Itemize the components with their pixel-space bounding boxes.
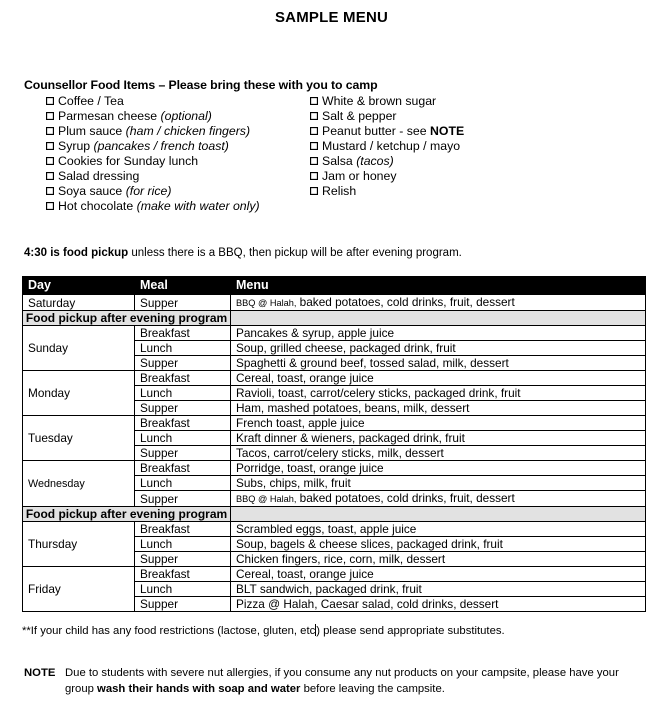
checklist-item-note: (for rice) [125, 184, 172, 198]
menu-cell: Subs, chips, milk, fruit [231, 476, 646, 491]
checklist-item-left-2[interactable] [46, 123, 260, 138]
meal-cell: Breakfast [135, 567, 231, 582]
table-row [23, 416, 646, 431]
checklist-item-left-6[interactable] [46, 183, 260, 198]
menu-table-container [22, 276, 645, 612]
checklist-item-emphasis: NOTE [430, 124, 465, 138]
food-pickup-time: 4:30 is food pickup [24, 247, 129, 259]
meal-cell: Breakfast [135, 371, 231, 386]
checklist-item-label: White & brown sugar [322, 94, 437, 108]
checklist-item-left-3[interactable] [46, 138, 260, 153]
note-text-part2: before leaving the campsite. [300, 683, 445, 695]
menu-table-body [23, 295, 646, 612]
note-body [65, 665, 644, 697]
checklist-item-label: Hot chocolate (make with water only) [58, 199, 260, 213]
meal-cell: Supper [135, 491, 231, 507]
checklist-item-right-4[interactable] [310, 153, 464, 168]
menu-cell: Ravioli, toast, carrot/celery sticks, packaged drink, fruit [231, 386, 646, 401]
pickup-banner-row [23, 507, 646, 522]
meal-cell: Breakfast [135, 461, 231, 476]
empty-checkbox-icon[interactable] [310, 153, 322, 165]
column-header-day: Day [23, 277, 135, 295]
restriction-note-before: **If your child has any food restrictions (lactose, gluten, etc [22, 625, 316, 637]
menu-cell: Cereal, toast, orange juice [231, 567, 646, 582]
checklist-item-label: Salsa (tacos) [322, 154, 394, 168]
checklist-item-left-4[interactable] [46, 153, 260, 168]
table-row [23, 295, 646, 311]
empty-checkbox-icon[interactable] [310, 183, 322, 195]
menu-cell: Soup, bagels & cheese slices, packaged drink, fruit [231, 537, 646, 552]
checklist-item-label: Mustard / ketchup / mayo [322, 139, 461, 153]
empty-checkbox-icon[interactable] [46, 198, 58, 210]
checklist-item-left-5[interactable] [46, 168, 260, 183]
checklist-item-label: Relish [322, 184, 357, 198]
checklist-item-right-5[interactable] [310, 168, 464, 183]
table-row [23, 461, 646, 476]
day-cell-6: Friday [23, 567, 135, 612]
menu-cell-venue: BBQ @ Halah, [236, 298, 297, 308]
food-restriction-note [22, 624, 505, 637]
meal-cell: Lunch [135, 386, 231, 401]
note-text-emphasis: wash their hands with soap and water [97, 683, 301, 695]
menu-cell: Porridge, toast, orange juice [231, 461, 646, 476]
meal-cell: Lunch [135, 476, 231, 491]
checklist-item-left-1[interactable] [46, 108, 260, 123]
checklist-item-label: Peanut butter - see NOTE [322, 124, 465, 138]
day-cell-1: Sunday [23, 326, 135, 371]
empty-checkbox-icon[interactable] [46, 93, 58, 105]
table-row [23, 522, 646, 537]
checklist-item-note: (optional) [160, 109, 212, 123]
pickup-banner-filler [231, 507, 646, 522]
menu-cell-venue: BBQ @ Halah, [236, 494, 297, 504]
meal-cell: Lunch [135, 537, 231, 552]
nut-allergy-note [24, 665, 644, 697]
meal-cell: Lunch [135, 341, 231, 356]
meal-cell: Supper [135, 401, 231, 416]
empty-checkbox-icon[interactable] [310, 123, 322, 135]
meal-cell: Supper [135, 356, 231, 371]
empty-checkbox-icon[interactable] [310, 93, 322, 105]
page-title: SAMPLE MENU [274, 9, 389, 26]
menu-cell: BBQ @ Halah, baked potatoes, cold drinks, fruit, dessert [231, 491, 646, 507]
pickup-banner-text: Food pickup after evening program [23, 311, 231, 326]
meal-cell: Lunch [135, 582, 231, 597]
day-cell-2: Monday [23, 371, 135, 416]
checklist-item-note: (ham / chicken fingers) [125, 124, 251, 138]
checklist-item-label: Salt & pepper [322, 109, 397, 123]
menu-table-head [23, 277, 646, 295]
meal-cell: Lunch [135, 431, 231, 446]
column-header-menu: Menu [231, 277, 646, 295]
meal-cell: Supper [135, 295, 231, 311]
checklist-item-right-0[interactable] [310, 93, 464, 108]
pickup-banner-row [23, 311, 646, 326]
day-cell-3: Tuesday [23, 416, 135, 461]
checklist-item-right-1[interactable] [310, 108, 464, 123]
menu-cell: Cereal, toast, orange juice [231, 371, 646, 386]
checklist-item-label: Soya sauce (for rice) [58, 184, 172, 198]
day-cell-4: Wednesday [23, 461, 135, 507]
meal-cell: Supper [135, 597, 231, 612]
menu-table-header-row [23, 277, 646, 295]
menu-table [22, 276, 646, 612]
empty-checkbox-icon[interactable] [310, 138, 322, 150]
menu-cell: BBQ @ Halah, baked potatoes, cold drinks, fruit, dessert [231, 295, 646, 311]
checklist-item-label: Plum sauce (ham / chicken fingers) [58, 124, 251, 138]
column-header-meal: Meal [135, 277, 231, 295]
checklist-item-right-3[interactable] [310, 138, 464, 153]
table-row [23, 326, 646, 341]
meal-cell: Supper [135, 552, 231, 567]
checklist-item-label: Parmesan cheese (optional) [58, 109, 212, 123]
empty-checkbox-icon[interactable] [46, 168, 58, 180]
checklist-item-note: (make with water only) [136, 199, 260, 213]
meal-cell: Breakfast [135, 416, 231, 431]
empty-checkbox-icon[interactable] [46, 183, 58, 195]
checklist-item-note: (pancakes / french toast) [93, 139, 229, 153]
pickup-banner-text: Food pickup after evening program [23, 507, 231, 522]
empty-checkbox-icon[interactable] [310, 168, 322, 180]
meal-cell: Breakfast [135, 326, 231, 341]
restriction-note-after: ) please send appropriate substitutes. [316, 625, 505, 637]
checklist-item-label: Coffee / Tea [58, 94, 124, 108]
table-row [23, 567, 646, 582]
empty-checkbox-icon[interactable] [46, 108, 58, 120]
food-pickup-note [24, 247, 462, 259]
empty-checkbox-icon[interactable] [46, 123, 58, 135]
checklist-item-label: Syrup (pancakes / french toast) [58, 139, 229, 153]
menu-cell: Chicken fingers, rice, corn, milk, dessert [231, 552, 646, 567]
meal-cell: Supper [135, 446, 231, 461]
checklist-item-label: Jam or honey [322, 169, 397, 183]
checklist-item-left-0[interactable] [46, 93, 260, 108]
empty-checkbox-icon[interactable] [46, 138, 58, 150]
menu-cell: Scrambled eggs, toast, apple juice [231, 522, 646, 537]
empty-checkbox-icon[interactable] [46, 153, 58, 165]
pickup-banner-filler [231, 311, 646, 326]
checklist-item-label: Cookies for Sunday lunch [58, 154, 199, 168]
checklist-column-left [46, 93, 260, 213]
food-pickup-note-rest: unless there is a BBQ, then pickup will be after evening program. [128, 247, 462, 259]
checklist-item-right-6[interactable] [310, 183, 464, 198]
checklist-item-right-2[interactable] [310, 123, 464, 138]
day-cell-5: Thursday [23, 522, 135, 567]
menu-cell: French toast, apple juice [231, 416, 646, 431]
checklist-column-right [310, 93, 464, 198]
meal-cell: Breakfast [135, 522, 231, 537]
menu-cell: Pancakes & syrup, apple juice [231, 326, 646, 341]
menu-cell: Tacos, carrot/celery sticks, milk, dessert [231, 446, 646, 461]
menu-cell: Soup, grilled cheese, packaged drink, fruit [231, 341, 646, 356]
checklist-item-label: Salad dressing [58, 169, 140, 183]
menu-cell: Spaghetti & ground beef, tossed salad, milk, dessert [231, 356, 646, 371]
day-cell-0: Saturday [23, 295, 135, 311]
menu-cell: Kraft dinner & wieners, packaged drink, fruit [231, 431, 646, 446]
menu-cell: Pizza @ Halah, Caesar salad, cold drinks, dessert [231, 597, 646, 612]
checklist-item-left-7[interactable] [46, 198, 260, 213]
table-row [23, 371, 646, 386]
note-text-part1: Due to students with severe nut allergies, if you consume any nut products on your campsite, please have your group [65, 667, 619, 695]
counsellor-food-items-heading: Counsellor Food Items – Please bring these with you to camp [24, 78, 378, 92]
empty-checkbox-icon[interactable] [310, 108, 322, 120]
menu-cell: Ham, mashed potatoes, beans, milk, dessert [231, 401, 646, 416]
menu-cell: BLT sandwich, packaged drink, fruit [231, 582, 646, 597]
note-label: NOTE [24, 667, 56, 679]
checklist-item-note: (tacos) [356, 154, 394, 168]
